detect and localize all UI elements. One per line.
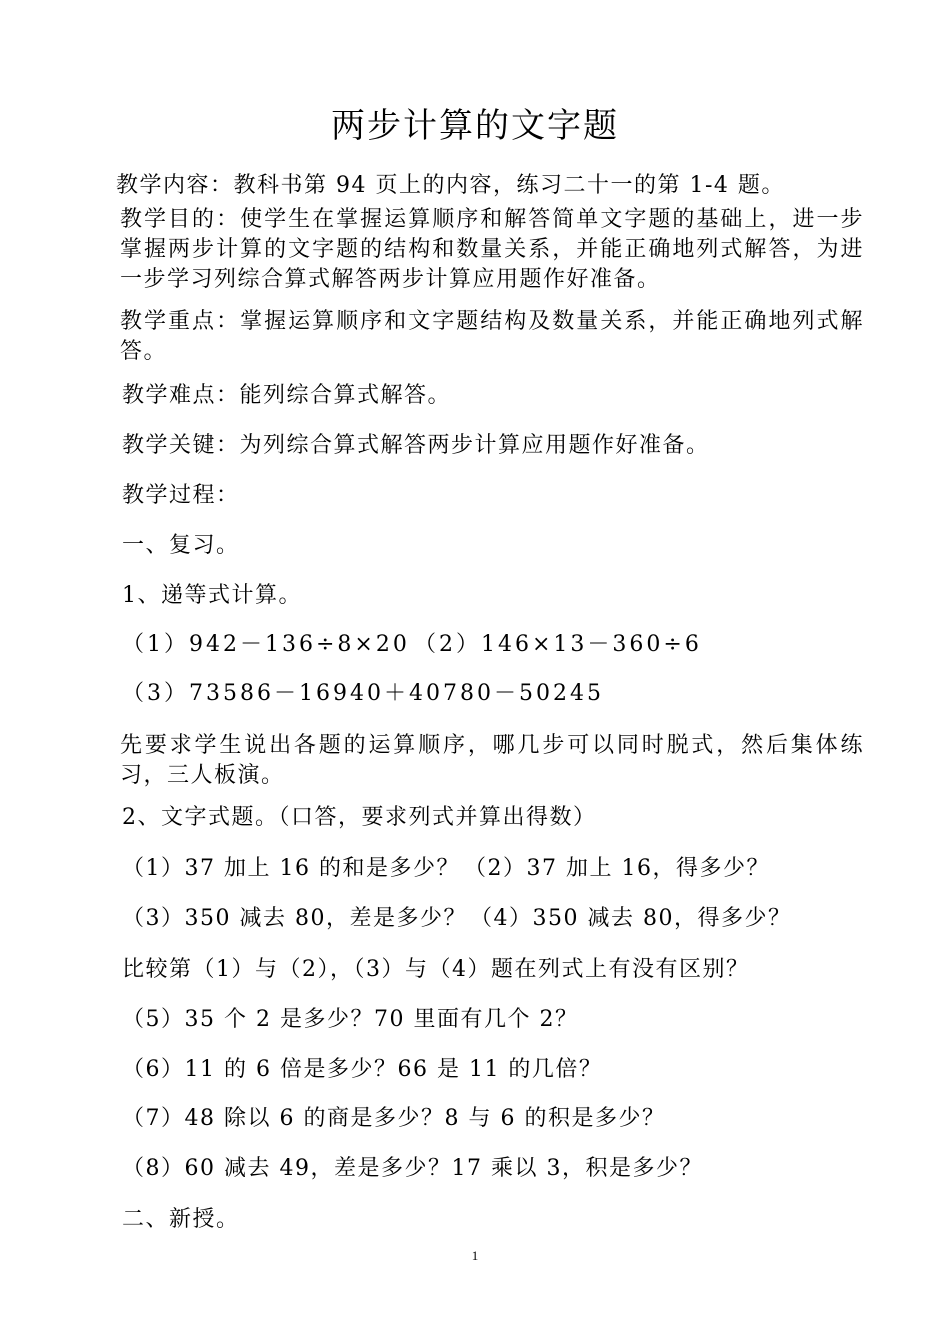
teaching-content: 教学内容：教科书第 94 页上的内容，练习二十一的第 1-4 题。 bbox=[116, 173, 785, 198]
calculation-1: （1）942－136÷8×20 bbox=[122, 632, 410, 657]
teaching-key: 教学关键：为列综合算式解答两步计算应用题作好准备。 bbox=[122, 433, 710, 458]
teaching-process-heading: 教学过程： bbox=[122, 483, 240, 508]
section-review-heading: 一、复习。 bbox=[122, 533, 240, 558]
page-title: 两步计算的文字题 bbox=[331, 106, 619, 146]
teaching-difficulty: 教学难点：能列综合算式解答。 bbox=[122, 383, 452, 408]
section-new-teaching-heading: 二、新授。 bbox=[122, 1207, 240, 1232]
item-word-problems: 2、文字式题。（口答，要求列式并算出得数） bbox=[122, 805, 597, 830]
item-step-calculation: 1、递等式计算。 bbox=[122, 583, 302, 608]
word-problem-1: （1）37 加上 16 的和是多少？ bbox=[122, 856, 460, 881]
word-problem-7: （7）48 除以 6 的商是多少？8 与 6 的积是多少？ bbox=[122, 1106, 666, 1131]
word-problem-5: （5）35 个 2 是多少？70 里面有几个 2？ bbox=[122, 1007, 579, 1032]
word-problem-8: （8）60 减去 49，差是多少？17 乘以 3，积是多少？ bbox=[122, 1156, 703, 1181]
word-problem-2: （2）37 加上 16，得多少？ bbox=[464, 856, 770, 881]
calculation-3: （3）73586－16940＋40780－50245 bbox=[122, 681, 604, 706]
word-problem-4: （4）350 减去 80，得多少？ bbox=[470, 906, 792, 931]
word-problem-6: （6）11 的 6 倍是多少？66 是 11 的几倍？ bbox=[122, 1057, 603, 1082]
calculation-instruction: 先要求学生说出各题的运算顺序，哪几步可以同时脱式，然后集体练习，三人板演。 bbox=[120, 733, 864, 788]
word-problem-3: （3）350 减去 80，差是多少？ bbox=[122, 906, 467, 931]
teaching-objective: 教学目的：使学生在掌握运算顺序和解答简单文字题的基础上，进一步掌握两步计算的文字题的结构和数量关系，并能正确地列式解答，为进一步学习列综合算式解答两步计算应用题作好准备。 bbox=[120, 207, 864, 292]
page-number: 1 bbox=[471, 1248, 479, 1263]
comparison-question: 比较第（1）与（2），（3）与（4）题在列式上有没有区别？ bbox=[122, 957, 750, 982]
calculation-2: （2）146×13－360÷6 bbox=[414, 632, 702, 657]
teaching-key-point: 教学重点：掌握运算顺序和文字题结构及数量关系，并能正确地列式解答。 bbox=[120, 309, 864, 364]
